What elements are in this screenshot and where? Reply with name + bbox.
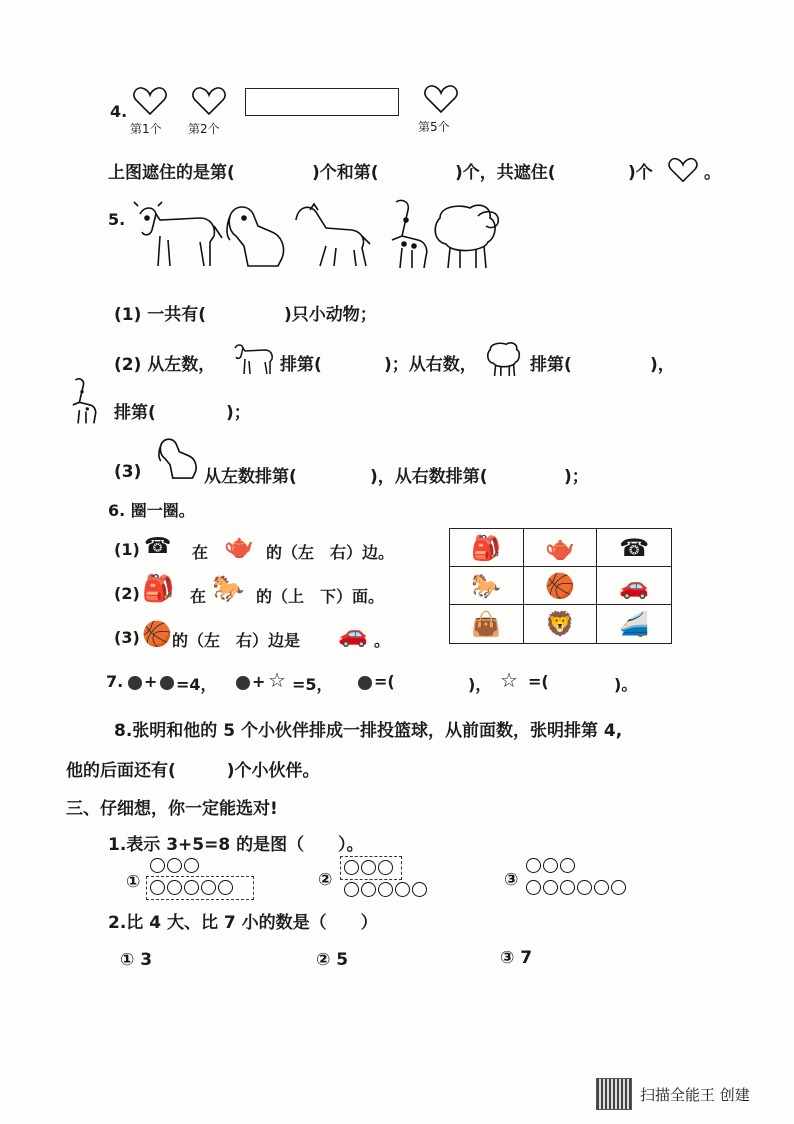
basketball-icon: 🏀 bbox=[524, 567, 598, 605]
q5-number: 5. bbox=[108, 210, 126, 229]
q7-a: 7. bbox=[106, 672, 124, 691]
sheep-icon bbox=[483, 338, 525, 382]
q7-g: )， bbox=[468, 675, 492, 694]
footer-text: 扫描全能王 创建 bbox=[640, 1086, 750, 1104]
star-icon: ☆ bbox=[500, 668, 518, 692]
option1-circles-top bbox=[150, 858, 201, 877]
q4-number: 4. bbox=[110, 102, 128, 121]
q7-i: )。 bbox=[614, 675, 638, 694]
sheep-icon bbox=[435, 205, 498, 268]
label-fifth: 第5个 bbox=[418, 120, 450, 134]
q5-part2-b: 排第( bbox=[280, 355, 322, 375]
heart-icon bbox=[424, 84, 458, 114]
animals-row bbox=[130, 196, 500, 272]
q5-part2-e: )， bbox=[650, 355, 675, 375]
choice-3: ③ 7 bbox=[500, 948, 533, 968]
q5-part3-b: 从左数排第( bbox=[204, 467, 297, 487]
label-second: 第2个 bbox=[188, 122, 220, 136]
q7-d: + bbox=[252, 672, 266, 691]
q7-h: =( bbox=[528, 672, 549, 691]
q5-part1-b: )只小动物； bbox=[284, 305, 377, 325]
section3-q1: 1.表示 3+5=8 的是图（ ）。 bbox=[108, 835, 364, 855]
q5-part3-c: )，从右数排第( bbox=[370, 467, 488, 487]
phone-icon: ☎ bbox=[144, 534, 172, 559]
teapot-icon: 🫖 bbox=[524, 529, 598, 567]
q5-part2-d: 排第( bbox=[530, 355, 572, 375]
car-icon: 🚗 bbox=[338, 620, 368, 648]
q6-line3-b: 的（左 右）边是 bbox=[172, 631, 301, 650]
heart-icon bbox=[667, 157, 699, 183]
picture-grid bbox=[449, 528, 672, 644]
q6-line3-a: (3) bbox=[114, 628, 140, 647]
giraffe-icon bbox=[62, 376, 106, 430]
backpack-icon: 🎒 bbox=[142, 574, 175, 604]
q7-f: =( bbox=[374, 672, 395, 691]
lion-icon: 🦁 bbox=[524, 605, 598, 643]
option3-marker: ③ bbox=[504, 870, 519, 890]
bag-icon: 👜 bbox=[450, 605, 524, 643]
camscanner-logo bbox=[596, 1078, 632, 1110]
q5-part2-c: )；从右数， bbox=[384, 355, 477, 375]
q5-part1-a: (1) 一共有( bbox=[114, 305, 207, 325]
heart-icon bbox=[133, 86, 167, 116]
option3-circles-bottom bbox=[526, 880, 628, 899]
q5-part2-a: (2) 从左数， bbox=[114, 355, 216, 375]
section3-q2: 2.比 4 大、比 7 小的数是（ ） bbox=[108, 913, 378, 933]
basketball-icon: 🏀 bbox=[142, 620, 172, 648]
q6-line1-a: (1) bbox=[114, 540, 140, 559]
q6-line1-b: 在 bbox=[192, 543, 209, 562]
horse-icon bbox=[296, 204, 370, 266]
q4-question-c: )个，共遮住( bbox=[455, 163, 556, 183]
option3-circles-top bbox=[526, 858, 577, 877]
option1-circles-bottom bbox=[150, 880, 235, 899]
choice-1: ① 3 bbox=[120, 950, 153, 970]
q6-line3-c: 。 bbox=[374, 631, 391, 650]
ball-icon bbox=[160, 676, 174, 690]
star-icon: ☆ bbox=[268, 668, 286, 692]
cover-box bbox=[245, 88, 399, 116]
train-icon: 🚄 bbox=[619, 610, 650, 638]
ball-icon bbox=[128, 676, 142, 690]
section3-title: 三、仔细想，你一定能选对! bbox=[66, 799, 278, 819]
dog-icon bbox=[227, 207, 284, 266]
q8-line2: 他的后面还有( )个小伙伴。 bbox=[66, 761, 320, 781]
q7-c: =4， bbox=[176, 675, 217, 694]
ball-icon bbox=[236, 676, 250, 690]
q5-part2-g: )； bbox=[226, 403, 251, 423]
q6-line2-a: (2) bbox=[114, 584, 140, 603]
rocking-horse-icon: 🐎 bbox=[450, 567, 524, 605]
q6-line2-b: 在 bbox=[190, 587, 207, 606]
option2-circles-bottom bbox=[344, 882, 429, 901]
option2-marker: ② bbox=[318, 870, 333, 890]
q4-question-end: 。 bbox=[704, 163, 721, 183]
teapot-icon: 🫖 bbox=[224, 532, 254, 560]
q7-e: =5， bbox=[292, 675, 333, 694]
choice-2: ② 5 bbox=[316, 950, 349, 970]
q6-line1-c: 的（左 右）边。 bbox=[266, 543, 395, 562]
car-icon: 🚗 bbox=[597, 567, 671, 605]
option1-marker: ① bbox=[126, 872, 141, 892]
q7-b: + bbox=[144, 672, 158, 691]
q8-line1: 8.张明和他的 5 个小伙伴排成一排投篮球，从前面数，张明排第 4, bbox=[114, 721, 623, 741]
q6-title: 6. 圈一圈。 bbox=[108, 501, 195, 520]
dog-icon bbox=[154, 432, 202, 486]
backpack-icon: 🎒 bbox=[450, 529, 524, 567]
ball-icon bbox=[358, 676, 372, 690]
label-first: 第1个 bbox=[130, 122, 162, 136]
phone-icon: ☎ bbox=[597, 529, 671, 567]
cow-icon bbox=[134, 202, 222, 266]
option2-circles-top bbox=[344, 860, 395, 879]
q5-part3-d: )； bbox=[564, 467, 589, 487]
q5-part3-a: (3) bbox=[114, 462, 142, 482]
q5-part2-f: 排第( bbox=[114, 403, 156, 423]
giraffe-icon bbox=[392, 200, 427, 268]
q6-line2-c: 的（上 下）面。 bbox=[256, 587, 385, 606]
cow-icon bbox=[230, 338, 276, 382]
rocking-horse-icon: 🐎 bbox=[212, 574, 245, 604]
q4-question-d: )个 bbox=[628, 163, 653, 183]
heart-icon bbox=[192, 86, 226, 116]
q4-question-b: )个和第( bbox=[312, 163, 379, 183]
q4-question-a: 上图遮住的是第( bbox=[108, 163, 235, 183]
